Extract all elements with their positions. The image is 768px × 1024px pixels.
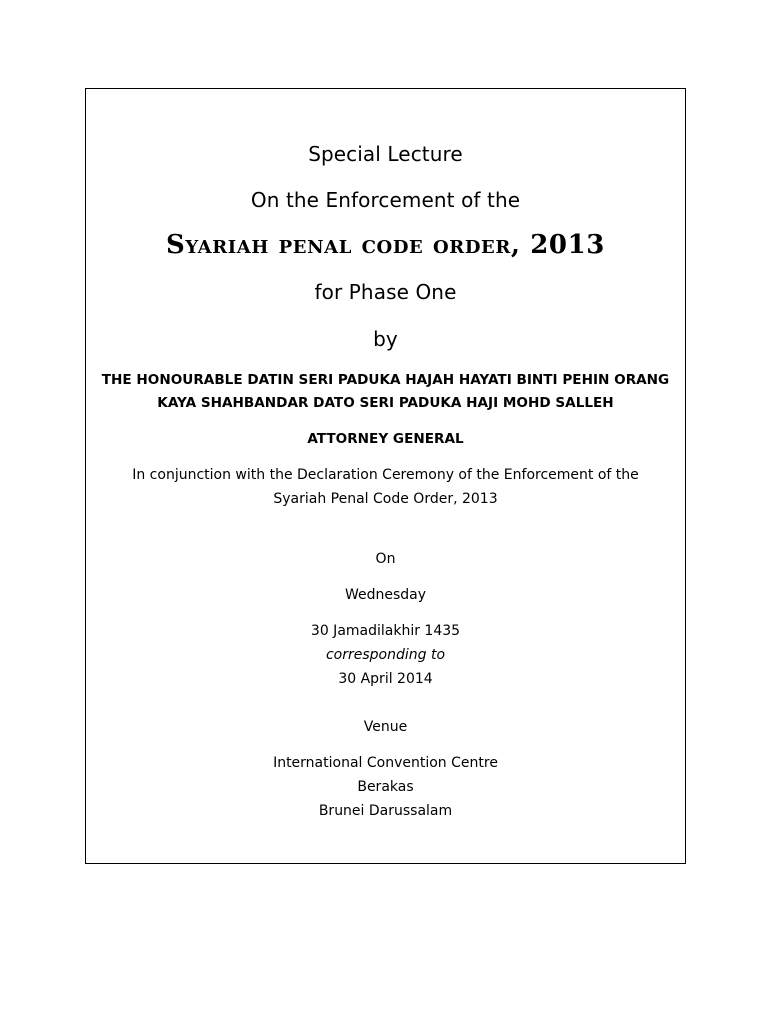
date-corresponding: corresponding to — [325, 647, 446, 663]
speaker-name-line-2: KAYA SHAHBANDAR DATO SERI PADUKA HAJI MOHD SALLEH — [157, 395, 614, 411]
date-on: On — [375, 551, 396, 567]
speaker-name-line-1: THE HONOURABLE DATIN SERI PADUKA HAJAH HAYATI BINTI PEHIN ORANG — [101, 372, 670, 388]
occasion-line-2: Syariah Penal Code Order, 2013 — [273, 491, 498, 507]
heading-enforcement: On the Enforcement of the — [250, 188, 521, 212]
venue-line-2: Berakas — [357, 779, 414, 795]
venue-line-3: Brunei Darussalam — [318, 803, 453, 819]
document-title: Syariah penal code order, 2013 — [165, 230, 605, 260]
date-gregorian: 30 April 2014 — [338, 671, 433, 687]
date-hijri: 30 Jamadilakhir 1435 — [310, 623, 461, 639]
heading-special-lecture: Special Lecture — [308, 142, 463, 166]
venue-line-1: International Convention Centre — [273, 755, 498, 771]
date-weekday: Wednesday — [344, 587, 427, 603]
heading-phase: for Phase One — [314, 280, 457, 304]
speaker-position: ATTORNEY GENERAL — [307, 431, 464, 447]
heading-by: by — [373, 327, 398, 351]
venue-label: Venue — [363, 719, 408, 735]
occasion-line-1: In conjunction with the Declaration Ceremony of the Enforcement of the — [132, 467, 639, 483]
